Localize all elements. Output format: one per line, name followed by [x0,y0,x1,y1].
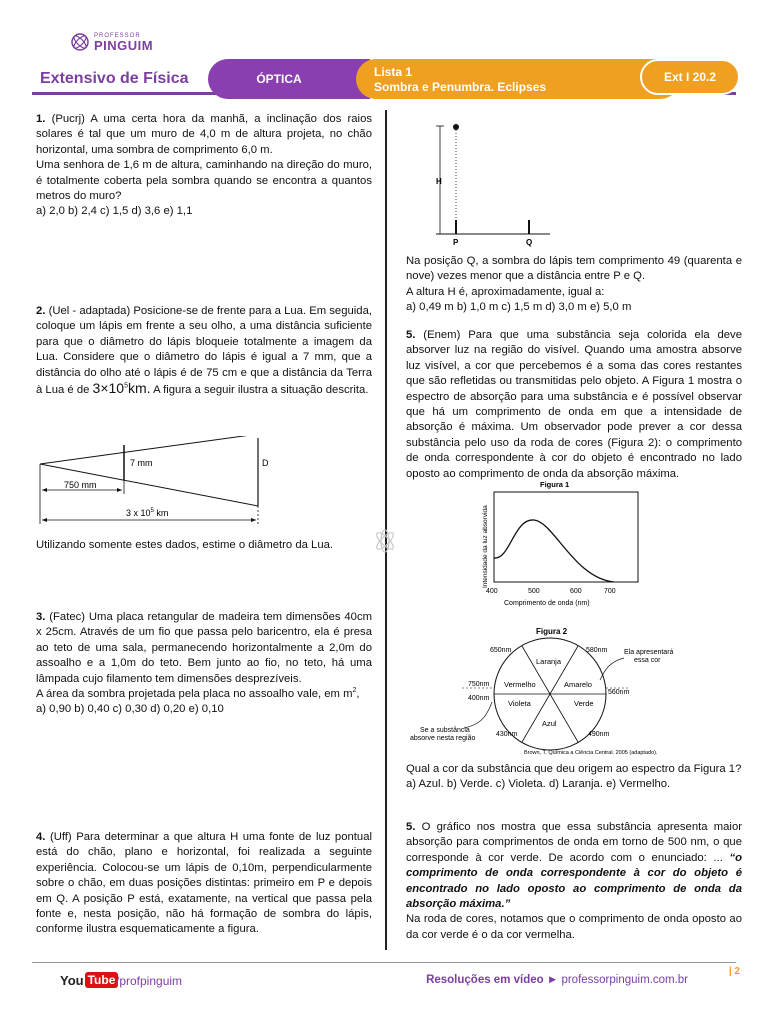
fig1-tick-700: 700 [604,588,616,595]
resolutions-link[interactable] [426,974,688,986]
wheel-400nm: 400nm [468,695,490,702]
list-number: Lista 1 [374,65,413,79]
youtube-handle-link[interactable]: /profpinguim [116,974,183,988]
wheel-750nm: 750nm [468,681,490,688]
fig1-ylabel: Intensidade da luz absorvida [482,505,489,588]
resolutions-label: Resoluções em vídeo ► [426,974,559,986]
q3-text: (Fatec) Uma placa retangular de madeira tem dimensões 40cm x 25cm. Através de um fio que passa pelo baricentro, ela é presa ao teto de uma sala, permanecendo horizontalmente a 2,0m do assoalho e a 1,0m do teto. Bem junto ao fio, no teto, há uma lâmpada cujo filamento tem dimensões desprezíveis. [36,611,372,685]
answer-5 [406,820,742,943]
penguin-logo-icon [70,32,90,52]
a5-text2: Na roda de cores, notamos que o comprimento de onda oposto ao da cor verde é o da cor vermelha. [406,913,742,941]
q1-number: 1. [36,113,46,125]
q2-label-7mm: 7 mm [130,458,153,468]
fig1-tick-400: 400 [486,588,498,595]
youtube-tube-text: Tube [85,972,119,988]
logo-small-text: PROFESSOR [94,32,141,39]
wheel-verde: Verde [574,699,594,708]
a5-quote: “o comprimento de onda correspondente à cor do objeto é encontrado no lado oposto ao comprimento de onda da absorção máxima.” [406,851,742,911]
footer-divider [32,962,736,963]
question-5 [406,328,742,482]
wheel-note-right-1: Ela apresentará [624,649,674,656]
q2-label-D: D [262,458,269,468]
q5-options: a) Azul. b) Verde. c) Violeta. d) Laranja. e) Vermelho. [406,778,671,791]
a5-text: O gráfico nos mostra que essa substância apresenta maior absorção para comprimentos de onda em torno de 500 nm, o que corresponde à cor verde. De acordo com o enunciado: ... [406,821,742,864]
q2-number: 2. [36,305,46,317]
page-number: | 2 [728,966,740,977]
q1-options: a) 2,0 b) 2,4 c) 1,5 d) 3,6 e) 1,1 [36,205,193,218]
logo-big-text: PINGUIM [94,37,154,53]
wheel-650nm: 650nm [490,647,512,654]
fig1-tick-600: 600 [570,588,582,595]
q2-text-b: A figura a seguir ilustra a situação descrita. [150,384,369,397]
wheel-violeta: Violeta [508,699,531,708]
q5-text: (Enem) Para que uma substância seja colorida ela deve absorver luz na região do visível. Quando uma amostra absorve luz visível, a cor que percebemos é a soma das cores restantes que são refletidas ou transmitidas pelo objeto. A Figura 1 mostra o espectro de absorção para uma substância e é possível observar que há um comprimento de onda em que a intensidade de absorção é máxima. Um observador pode prever a cor dessa substância pelo uso da roda de cores (Figura 2): o comprimento de onda correspondente à cor do objeto é encontrado no lado oposto ao comprimento de onda da absorção máxima. [406,329,742,480]
question-1 [36,112,372,220]
q3-text2: A área da sombra projetada pela placa no assoalho vale, em $m^2$, [36,687,360,701]
left-column [36,112,372,220]
q5-question-block [406,762,742,793]
q4-figure [430,120,560,253]
fig1-title: Figura 1 [540,480,570,489]
wheel-560nm: 560nm [608,689,630,696]
wheel-note-right-2: essa cor [634,657,661,664]
topic-tab: ÓPTICA [208,59,370,99]
q3-number: 3. [36,611,46,623]
wheel-580nm: 580nm [586,647,608,654]
q4-text-after2: A altura H é, aproximadamente, igual a: [406,285,605,298]
q5-figure-2 [404,624,704,765]
wheel-430nm: 430nm [496,731,518,738]
q3-options: a) 0,90 b) 0,40 c) 0,30 d) 0,20 e) 0,10 [36,703,224,716]
list-tab [356,59,680,99]
q5-number: 5. [406,329,416,341]
q2-text-a: (Uel - adaptada) Posicione-se de frente para a Lua. Em seguida, coloque um lápis em frente a seu olho, a uma distância suficiente para que o diâmetro do lápis bloqueie totalmente a imagem da Lua. Considere que o diâmetro do lápis é igual a 7 mm, que a distância do olho até o lápis é de 75 cm e que a distância da Terra à Lua é de [36,305,372,397]
q4-number: 4. [36,831,46,843]
q5-figure-1 [474,478,654,617]
q4-text: (Uff) Para determinar a que altura H uma fonte de luz pontual está do chão, plano e horizontal, foi realizada a seguinte experiência. Colocou-se um lápis de 0,10m, perpendicularmente sobre o chão, em duas posições distintas: primeiro em P e depois em Q. A posição P está, exatamente, na vertical que passa pela fonte e, nesta posição, não há formação de sombra do lápis, conforme ilustra esquematicamente a figura. [36,831,372,936]
q1-text2: Uma senhora de 1,6 m de altura, caminhando na direção do muro, é totalmente coberta pela sombra quando se encontra a quantos metros do muro? [36,159,372,203]
site-url: professorpinguim.com.br [558,974,688,986]
question-3 [36,610,372,718]
fig1-tick-500: 500 [528,588,540,595]
ext-code: Ext I 20.2 [640,59,740,95]
q2-figure [36,436,276,533]
course-title: Extensivo de Física [40,70,189,87]
q5-question: Qual a cor da substância que deu origem ao espectro da Figura 1? [406,763,742,775]
q4-label-H: H [436,177,442,186]
q2-label-dist: 3 x $10^5$ km [126,508,169,518]
youtube-logo[interactable] [60,972,118,988]
logo [70,32,153,52]
a5-number: 5. [406,821,416,833]
watermark-logo-icon [372,528,398,554]
wheel-credit: Brown, T. Química a Ciência Central. 2005 (adaptado). [524,750,658,756]
list-subject: Sombra e Penumbra. Eclipses [374,80,547,94]
q4-label-P: P [453,238,459,247]
fig1-xlabel: Comprimento de onda (nm) [504,600,590,607]
fig2-title: Figura 2 [536,627,568,636]
q4-text-after: Na posição Q, a sombra do lápis tem comprimento 49 (quarenta e nove) vezes menor que a distância entre P e Q. [406,255,742,283]
q4-options: a) 0,49 m b) 1,0 m c) 1,5 m d) 3,0 m e) 5,0 m [406,301,632,314]
q1-text: (Pucrj) A uma certa hora da manhã, a inclinação dos raios solares é tal que um muro de 4,0 m de altura projeta, no chão horizontal, uma sombra de comprimento 6,0 m. [36,113,372,156]
question-4 [36,830,372,938]
q2-question: Utilizando somente estes dados, estime o diâmetro da Lua. [36,539,334,551]
wheel-vermelho: Vermelho [504,680,536,689]
youtube-you-text: You [60,972,84,988]
question-2 [36,304,372,398]
q2-formula: $3\times 10^5km$. [92,380,151,397]
wheel-490nm: 490nm [588,731,610,738]
q4-label-Q: Q [526,238,533,247]
wheel-note-left-2: absorve nesta região [410,735,476,742]
wheel-laranja: Laranja [536,657,562,666]
q4-continuation [406,254,742,316]
wheel-note-left-1: Se a substância [420,727,470,734]
wheel-amarelo: Amarelo [564,680,592,689]
q2-label-750: 750 mm [64,480,97,490]
wheel-azul: Azul [542,719,557,728]
